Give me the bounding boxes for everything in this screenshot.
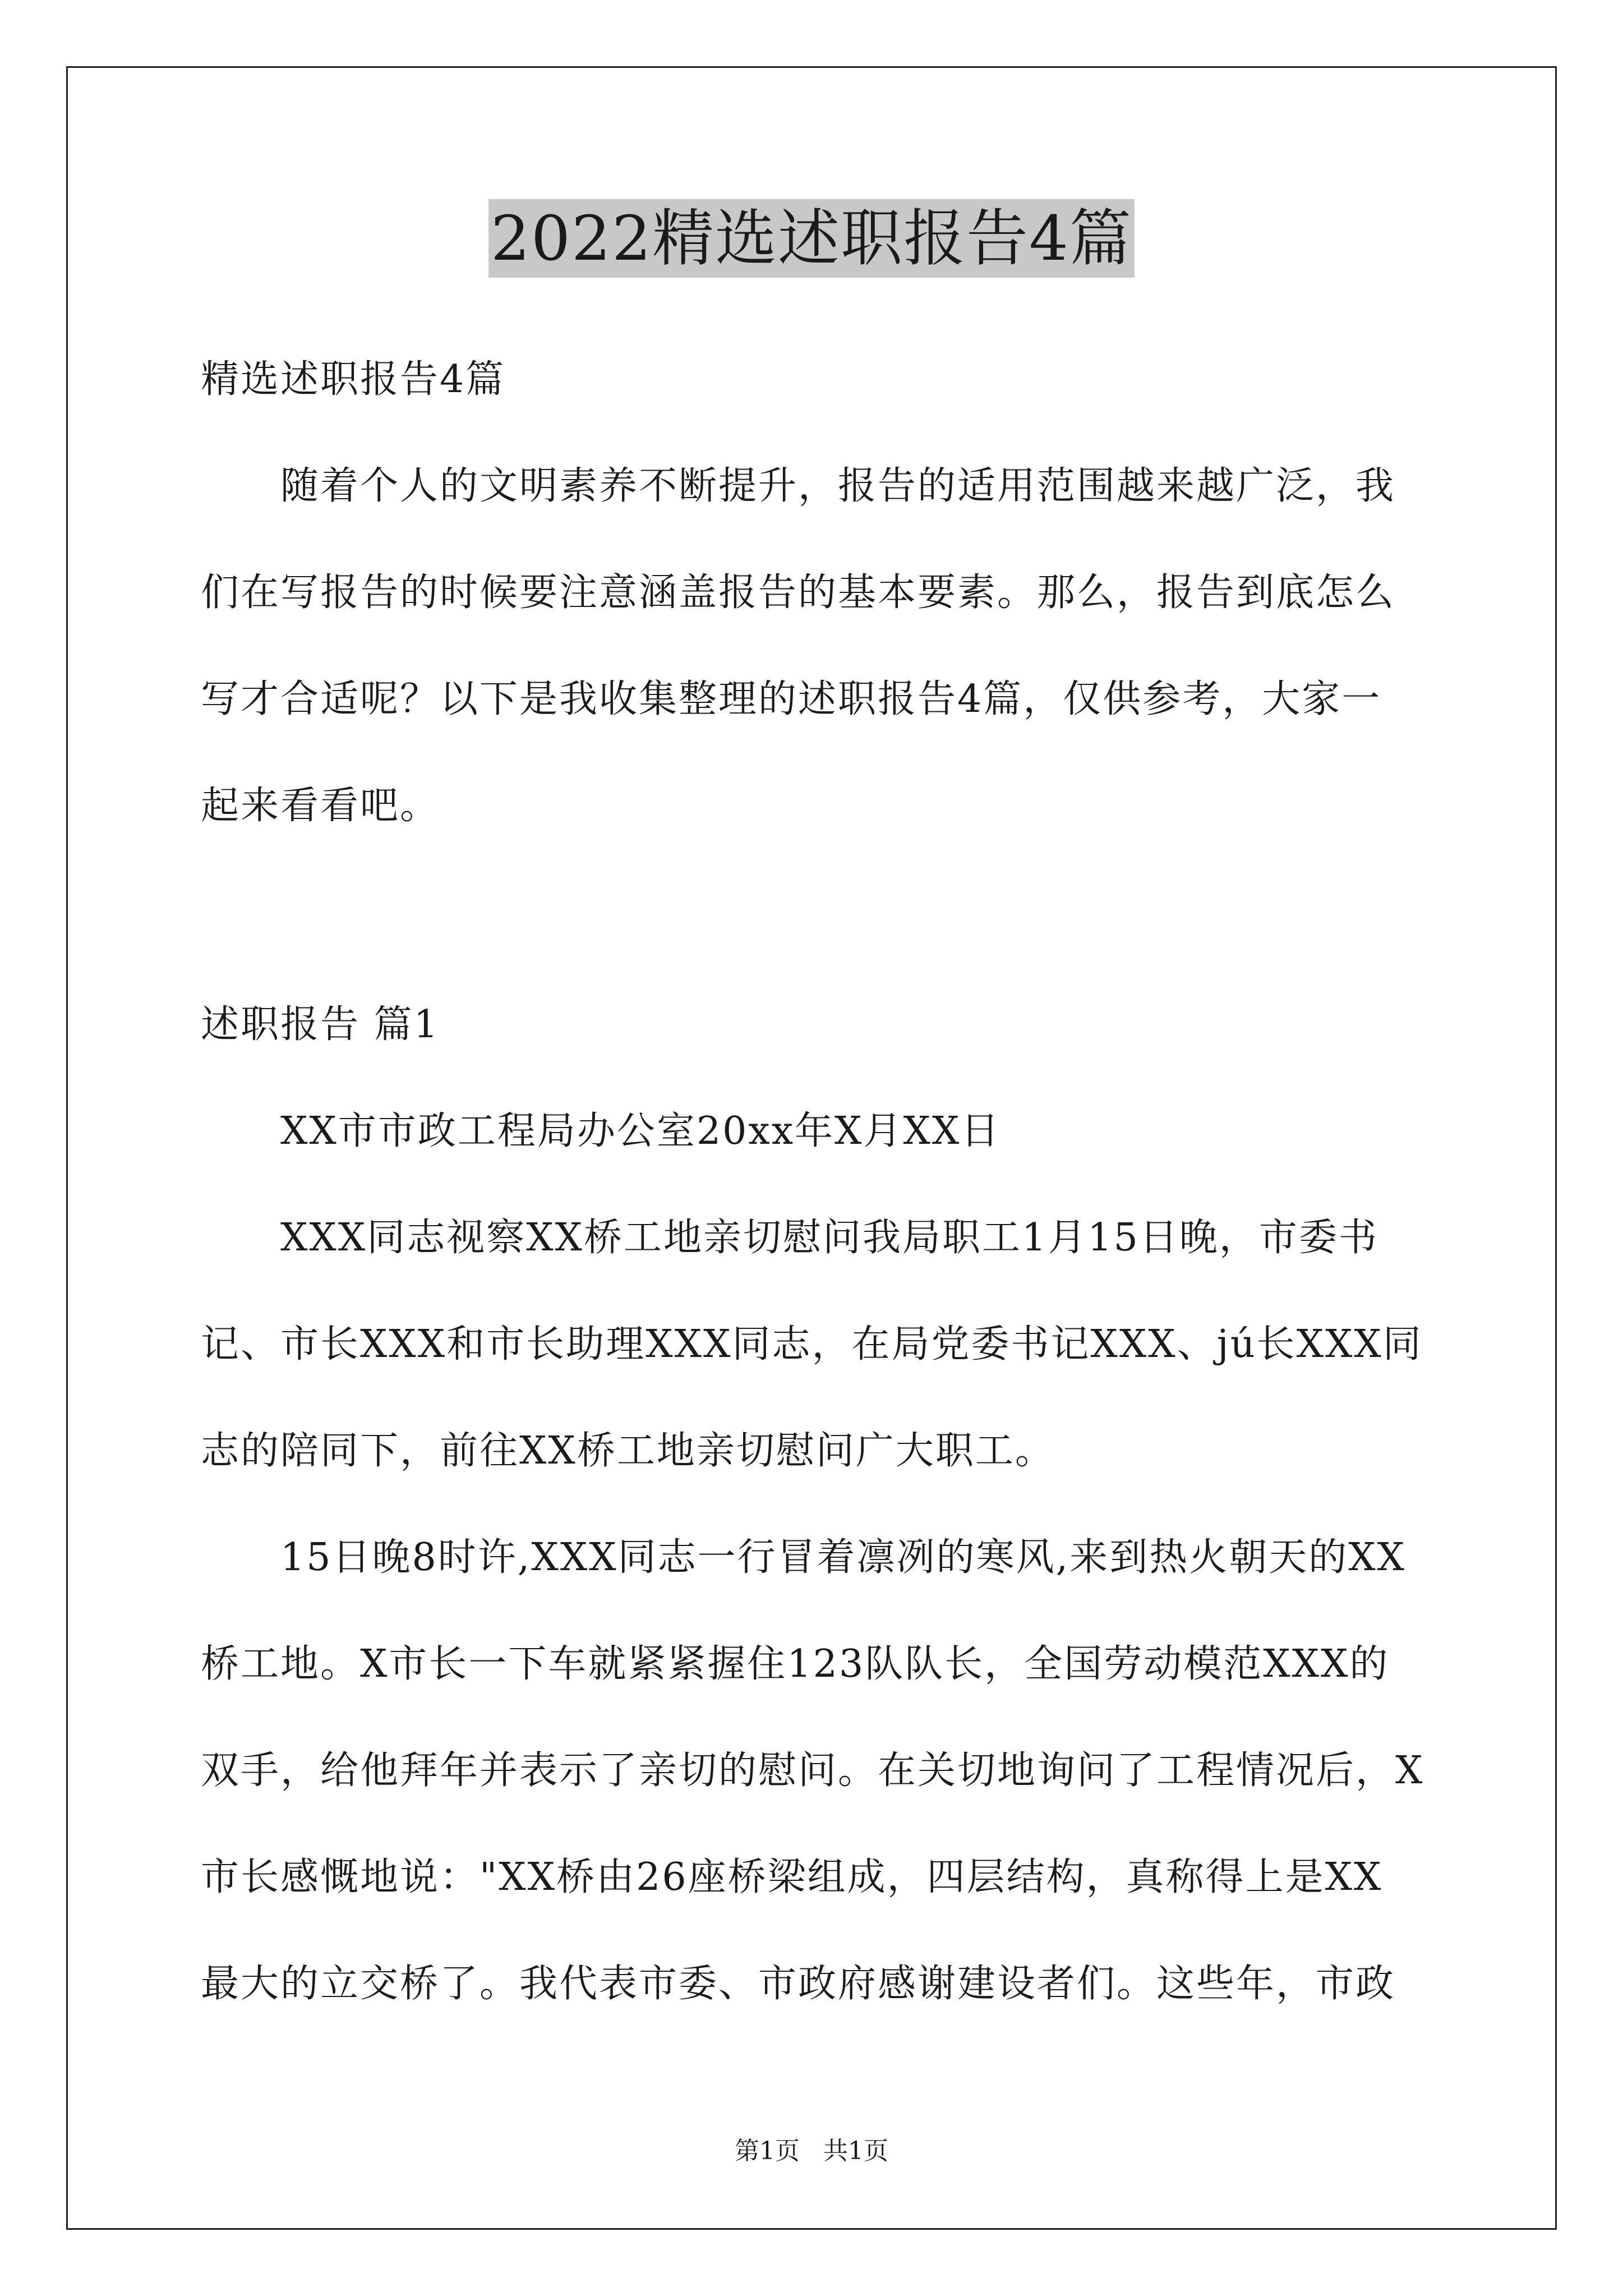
document-title: 2022精选述职报告4篇 <box>488 199 1135 278</box>
intro-line-1: 随着个人的文明素养不断提升，报告的适用范围越来越广泛，我 <box>280 464 1396 508</box>
para2-line-2: 桥工地。X市长一下车就紧紧握住123队队长，全国劳动模范XXX的 <box>201 1642 1390 1686</box>
page-number: 第1页 <box>735 2137 800 2165</box>
para2-line-5: 最大的立交桥了。我代表市委、市政府感谢建设者们。这些年，市政 <box>201 1962 1396 2006</box>
para1-line-3: 志的陪同下，前往XX桥工地亲切慰问广大职工。 <box>201 1429 1055 1473</box>
para1-line-1: XXX同志视察XX桥工地亲切慰问我局职工1月15日晚，市委书 <box>280 1216 1378 1260</box>
section-heading: 述职报告 篇1 <box>201 1002 440 1047</box>
page-footer <box>0 2134 1623 2168</box>
para1-line-2: 记、市长XXX和市长助理XXX同志，在局党委书记XXX、jú长XXX同 <box>201 1322 1423 1366</box>
para2-line-3: 双手，给他拜年并表示了亲切的慰问。在关切地询问了工程情况后，X <box>201 1749 1424 1793</box>
intro-line-4: 起来看看吧。 <box>201 784 440 828</box>
para2-line-1: 15日晚8时许,XXX同志一行冒着凛冽的寒风,来到热火朝天的XX <box>280 1535 1407 1580</box>
dateline: XX市市政工程局办公室20xx年X月XX日 <box>280 1109 1001 1153</box>
subtitle: 精选述职报告4篇 <box>201 357 506 402</box>
page-total: 共1页 <box>823 2137 888 2165</box>
para2-line-4: 市长感慨地说："XX桥由26座桥梁组成，四层结构，真称得上是XX <box>201 1855 1383 1899</box>
intro-line-2: 们在写报告的时候要注意涵盖报告的基本要素。那么，报告到底怎么 <box>201 570 1396 615</box>
intro-line-3: 写才合适呢？以下是我收集整理的述职报告4篇，仅供参考，大家一 <box>201 677 1382 721</box>
title-wrap <box>0 199 1623 278</box>
